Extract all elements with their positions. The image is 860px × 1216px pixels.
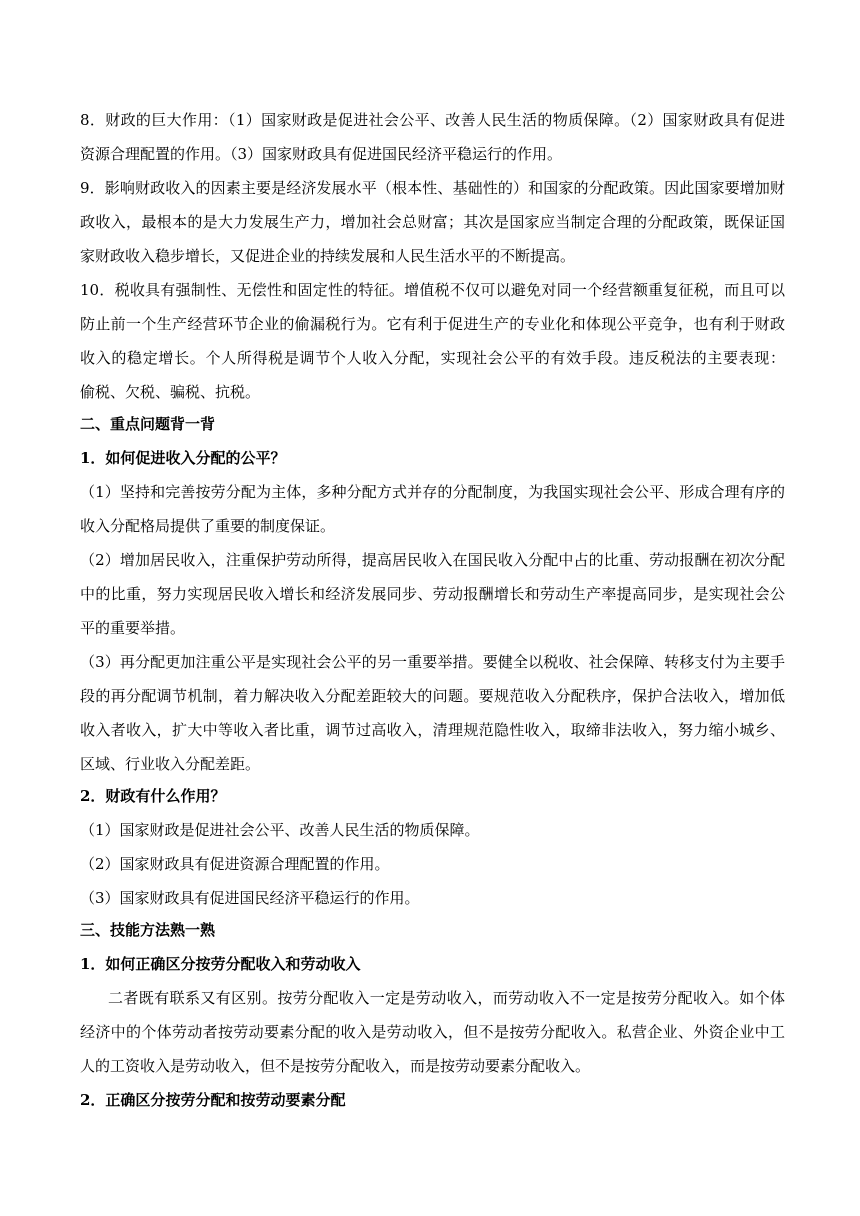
question-2-point-2: （2）国家财政具有促进资源合理配置的作用。 <box>80 855 390 873</box>
skill-1-body-line-2: 经济中的个体劳动者按劳动要素分配的收入是劳动收入，但不是按劳分配收入。私营企业、外资企业中工 <box>80 1023 785 1041</box>
skill-1-body-line-1: 二者既有联系又有区别。按劳分配收入一定是劳动收入，而劳动收入不一定是按劳分配收入。如个体 <box>108 989 785 1007</box>
question-1-heading: 1．如何促进收入分配的公平？ <box>80 449 286 467</box>
paragraph-9-line-1: 9．影响财政收入的因素主要是经济发展水平（根本性、基础性的）和国家的分配政策。因此国家要增加财 <box>80 179 785 197</box>
section-heading-key-questions: 二、重点问题背一背 <box>80 415 216 433</box>
question-1-point-1-line-1: （1）坚持和完善按劳分配为主体，多种分配方式并存的分配制度，为我国实现社会公平、形成合理有序的 <box>80 483 785 501</box>
question-1-point-2-line-1: （2）增加居民收入，注重保护劳动所得，提高居民收入在国民收入分配中占的比重、劳动报酬在初次分配 <box>80 551 785 569</box>
paragraph-10-line-1: 10．税收具有强制性、无偿性和固定性的特征。增值税不仅可以避免对同一个经营额重复征税，而且可以 <box>80 281 785 299</box>
question-2-point-1: （1）国家财政是促进社会公平、改善人民生活的物质保障。 <box>80 821 480 839</box>
question-1-point-2-line-2: 中的比重，努力实现居民收入增长和经济发展同步、劳动报酬增长和劳动生产率提高同步，是实现社会公 <box>80 585 785 603</box>
paragraph-8-line-2: 资源合理配置的作用。（3）国家财政具有促进国民经济平稳运行的作用。 <box>80 145 563 163</box>
skill-1-heading: 1．如何正确区分按劳分配收入和劳动收入 <box>80 955 361 973</box>
question-1-point-2-line-3: 平的重要举措。 <box>80 619 186 637</box>
paragraph-10-line-3: 收入的稳定增长。个人所得税是调节个人收入分配，实现社会公平的有效手段。违反税法的主要表现： <box>80 349 785 367</box>
paragraph-8-line-1: 8．财政的巨大作用：（1）国家财政是促进社会公平、改善人民生活的物质保障。（2）国家财政具有促进 <box>80 111 785 129</box>
paragraph-10-line-4: 偷税、欠税、骗税、抗税。 <box>80 383 261 401</box>
question-2-heading: 2．财政有什么作用？ <box>80 787 226 805</box>
question-1-point-1-line-2: 收入分配格局提供了重要的制度保证。 <box>80 517 336 535</box>
section-heading-skills: 三、技能方法熟一熟 <box>80 921 216 939</box>
paragraph-9-line-3: 家财政收入稳步增长，又促进企业的持续发展和人民生活水平的不断提高。 <box>80 247 576 265</box>
question-1-point-3-line-2: 段的再分配调节机制，着力解决收入分配差距较大的问题。要规范收入分配秩序，保护合法收入，增加低 <box>80 687 785 705</box>
skill-1-body-line-3: 人的工资收入是劳动收入，但不是按劳分配收入，而是按劳动要素分配收入。 <box>80 1057 591 1075</box>
question-1-point-3-line-4: 区域、行业收入分配差距。 <box>80 755 261 773</box>
question-1-point-3-line-1: （3）再分配更加注重公平是实现社会公平的另一重要举措。要健全以税收、社会保障、转移支付为主要手 <box>80 653 785 671</box>
question-1-point-3-line-3: 收入者收入，扩大中等收入者比重，调节过高收入，清理规范隐性收入，取缔非法收入，努力缩小城乡、 <box>80 721 785 739</box>
question-2-point-3: （3）国家财政具有促进国民经济平稳运行的作用。 <box>80 889 420 907</box>
skill-2-heading: 2．正确区分按劳分配和按劳动要素分配 <box>80 1091 346 1109</box>
paragraph-10-line-2: 防止前一个生产经营环节企业的偷漏税行为。它有利于促进生产的专业化和体现公平竞争，也有利于财政 <box>80 315 785 333</box>
paragraph-9-line-2: 政收入，最根本的是大力发展生产力，增加社会总财富；其次是国家应当制定合理的分配政策，既保证国 <box>80 213 785 231</box>
